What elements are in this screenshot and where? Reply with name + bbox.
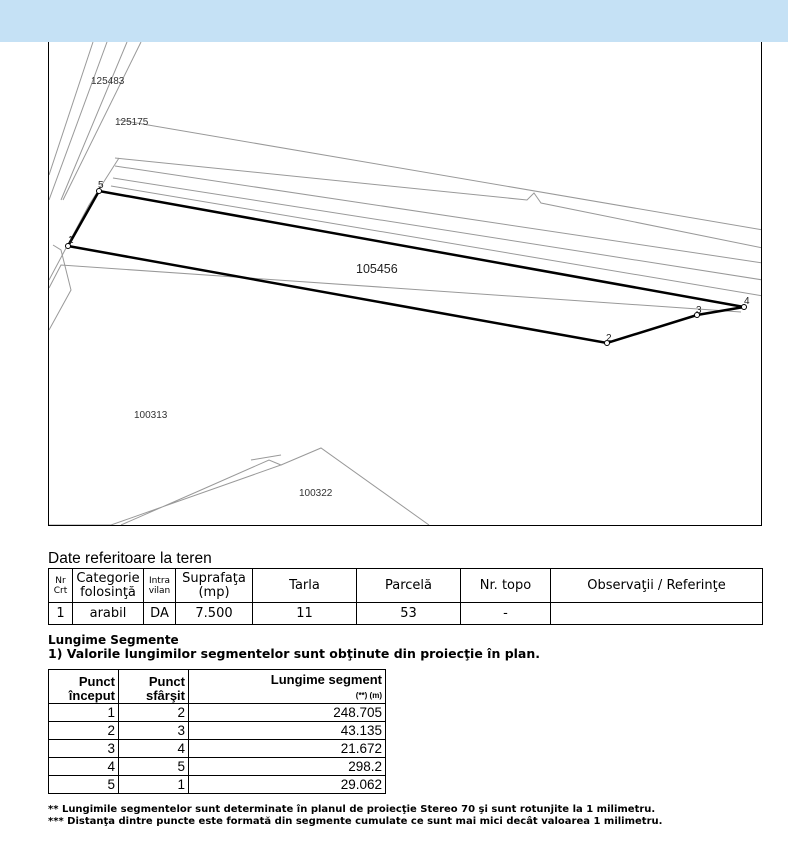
point-label-2: 2 <box>606 333 612 344</box>
row2-end: 3 <box>119 722 189 740</box>
parcel-boundary <box>68 191 744 343</box>
header-length-unit: (**) (m) <box>355 691 382 700</box>
row5-end: 1 <box>119 776 189 794</box>
teren-table <box>48 568 763 625</box>
row5-start: 5 <box>49 776 119 794</box>
point-label-3: 3 <box>696 305 702 316</box>
table-row <box>49 704 386 722</box>
segments-title: Lungime Segmente <box>48 633 179 647</box>
map-lines <box>49 42 762 525</box>
row3-start: 3 <box>49 740 119 758</box>
row4-start: 4 <box>49 758 119 776</box>
cell-tarla: 11 <box>253 603 357 625</box>
table-row <box>49 776 386 794</box>
segments-subtitle: 1) Valorile lungimilor segmentelor sunt obţinute din proiecţie în plan. <box>48 646 541 661</box>
header-start: Punct început <box>49 670 119 704</box>
cadastral-map <box>48 42 762 526</box>
row1-length: 248.705 <box>189 704 386 722</box>
row1-end: 2 <box>119 704 189 722</box>
point-label-5: 5 <box>98 180 104 191</box>
header-categorie: Categorie folosinţă <box>73 569 144 603</box>
teren-title: Date referitoare la teren <box>48 550 212 567</box>
row1-start: 1 <box>49 704 119 722</box>
table-row <box>49 722 386 740</box>
header-length-label: Lungime segment <box>270 672 382 687</box>
row2-length: 43.135 <box>189 722 386 740</box>
table-row <box>49 740 386 758</box>
row4-end: 5 <box>119 758 189 776</box>
parcel-id-100322: 100322 <box>299 488 333 499</box>
footnote-2: *** Distanţa dintre puncte este formată din segmente cumulate ce sunt mai mici decât valoarea 1 milimetru. <box>48 816 663 827</box>
header-end: Punct sfârşit <box>119 670 189 704</box>
segments-heading <box>48 634 540 660</box>
cell-obs <box>551 603 763 625</box>
parcel-id-105456: 105456 <box>356 262 398 276</box>
cell-nr: 1 <box>49 603 73 625</box>
cell-topo: - <box>461 603 551 625</box>
header-length <box>189 670 386 704</box>
cell-suprafata: 7.500 <box>176 603 253 625</box>
row2-start: 2 <box>49 722 119 740</box>
cell-parcela: 53 <box>357 603 461 625</box>
footnotes <box>48 804 662 828</box>
header-intra: Intra vilan <box>144 569 176 603</box>
table-row <box>49 603 763 625</box>
row3-length: 21.672 <box>189 740 386 758</box>
segments-table <box>48 669 386 794</box>
row4-length: 298.2 <box>189 758 386 776</box>
row3-end: 4 <box>119 740 189 758</box>
top-bar <box>0 0 788 42</box>
cell-intra: DA <box>144 603 176 625</box>
header-nr: Nr Crt <box>49 569 73 603</box>
parcel-id-125175: 125175 <box>115 117 149 128</box>
row5-length: 29.062 <box>189 776 386 794</box>
footnote-1: ** Lungimile segmentelor sunt determinate în planul de proiecţie Stereo 70 şi sunt rotunjite la 1 milimetru. <box>48 804 656 815</box>
cell-categorie: arabil <box>73 603 144 625</box>
point-label-4: 4 <box>744 296 750 307</box>
table-row <box>49 758 386 776</box>
parcel-id-125483: 125483 <box>91 76 125 87</box>
parcel-id-100313: 100313 <box>134 410 168 421</box>
header-obs: Observaţii / Referinţe <box>551 569 763 603</box>
header-suprafata: Suprafaţa (mp) <box>176 569 253 603</box>
header-tarla: Tarla <box>253 569 357 603</box>
header-parcela: Parcelă <box>357 569 461 603</box>
header-topo: Nr. topo <box>461 569 551 603</box>
point-label-1: 1 <box>68 235 74 246</box>
